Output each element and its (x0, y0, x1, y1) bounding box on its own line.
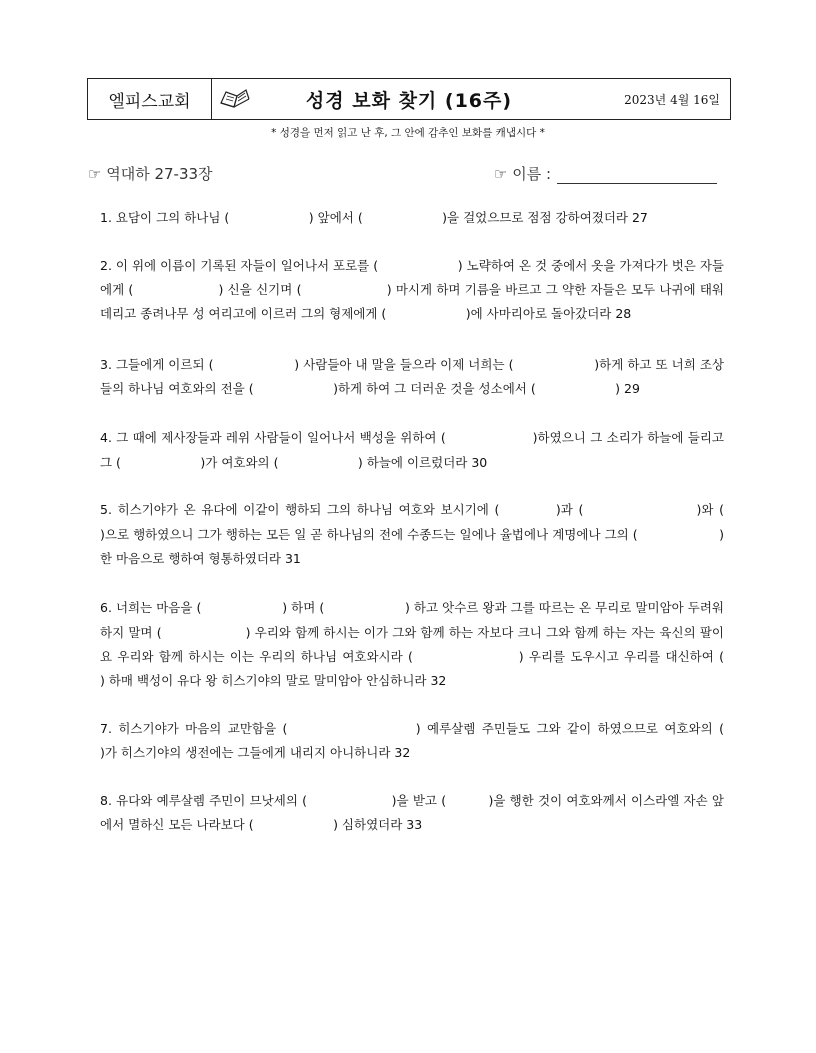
name-field (494, 163, 717, 184)
question-6: 6. 너희는 마음을 ( ) 하며 ( ) 하고 앗수르 왕과 그를 따르는 온 무리로 말미암아 두려워하지 말며 ( ) 우리와 함께 하시는 이가 그와 함께 하는 자보다 크니 그와 함께 하는 자는 육신의 팔이요 우리와 함께 하시는 이는 우리의 하나님 여호와시라 ( ) 우리를 도우시고 우리를 대신하여 ( ) 하매 백성이 유다 왕 히스기야의 말로 말미암아 안심하니라 32 (100, 600, 804, 689)
page-title: 성경 보화 찾기 (16주) (305, 89, 513, 112)
question-2: 2. 이 위에 이름이 기록된 자들이 일어나서 포로를 ( ) 노략하여 온 것 중에서 옷을 가져다가 벗은 자들에게 ( ) 신을 신기며 ( ) 마시게 하며 기름을 바르고 그 약한 자들은 모두 나귀에 태워 데리고 종려나무 성 여리고에 이르러 그의 형제에게 ( )에 사마리아로 돌아갔더라 28 (100, 257, 728, 322)
name-underline (557, 165, 717, 184)
name-label: ☞ 이름 : (494, 165, 552, 183)
scripture-range: ☞ 역대하 27-33장 (88, 165, 213, 183)
question-list (100, 206, 804, 861)
question-4: 4. 그 때에 제사장들과 레위 사람들이 일어나서 백성을 위하여 ( )하였으니 그 소리가 하늘에 들리고 그 ( )가 여호와의 ( ) 하늘에 이르렀더라 30 (100, 430, 728, 470)
question-8: 8. 유다와 예루살렘 주민이 므낫세의 ( )을 받고 ( )을 행한 것이 여호와께서 이스라엘 자손 앞에서 멸하신 모든 나라보다 ( ) 심하였더라 33 (100, 793, 724, 833)
question-5: 5. 히스기야가 온 유다에 이같이 행하되 그의 하나님 여호와 보시기에 ( )과 ( )와 ( )으로 행하였으니 그가 행하는 모든 일 곧 하나님의 전에 수종드는 일에나 율법에나 계명에나 그의 ( ) 한 마음으로 행하여 형통하였더라 31 (100, 502, 804, 566)
question-3: 3. 그들에게 이르되 ( ) 사람들아 내 말을 들으라 이제 너희는 ( )하게 하고 또 너희 조상들의 하나님 여호와의 전을 ( )하게 하여 그 더러운 것을 성소에서 ( ) 29 (100, 356, 724, 396)
question-7: 7. 히스기야가 마음의 교만함을 ( ) 예루살렘 주민들도 그와 같이 하였으므로 여호와의 ( )가 히스기야의 생전에는 그들에게 내리지 아니하니라 32 (100, 720, 804, 761)
date: 2023년 4월 16일 (624, 92, 720, 107)
question-1: 1. 요담이 그의 하나님 ( ) 앞에서 ( )을 걸었으므로 점점 강하여졌더라 27 (100, 210, 648, 225)
header-box (87, 78, 731, 120)
instruction: * 성경을 먼저 읽고 난 후, 그 안에 감추인 보화를 캐냅시다 * (271, 127, 545, 139)
church-name: 엘피스교회 (88, 79, 212, 119)
